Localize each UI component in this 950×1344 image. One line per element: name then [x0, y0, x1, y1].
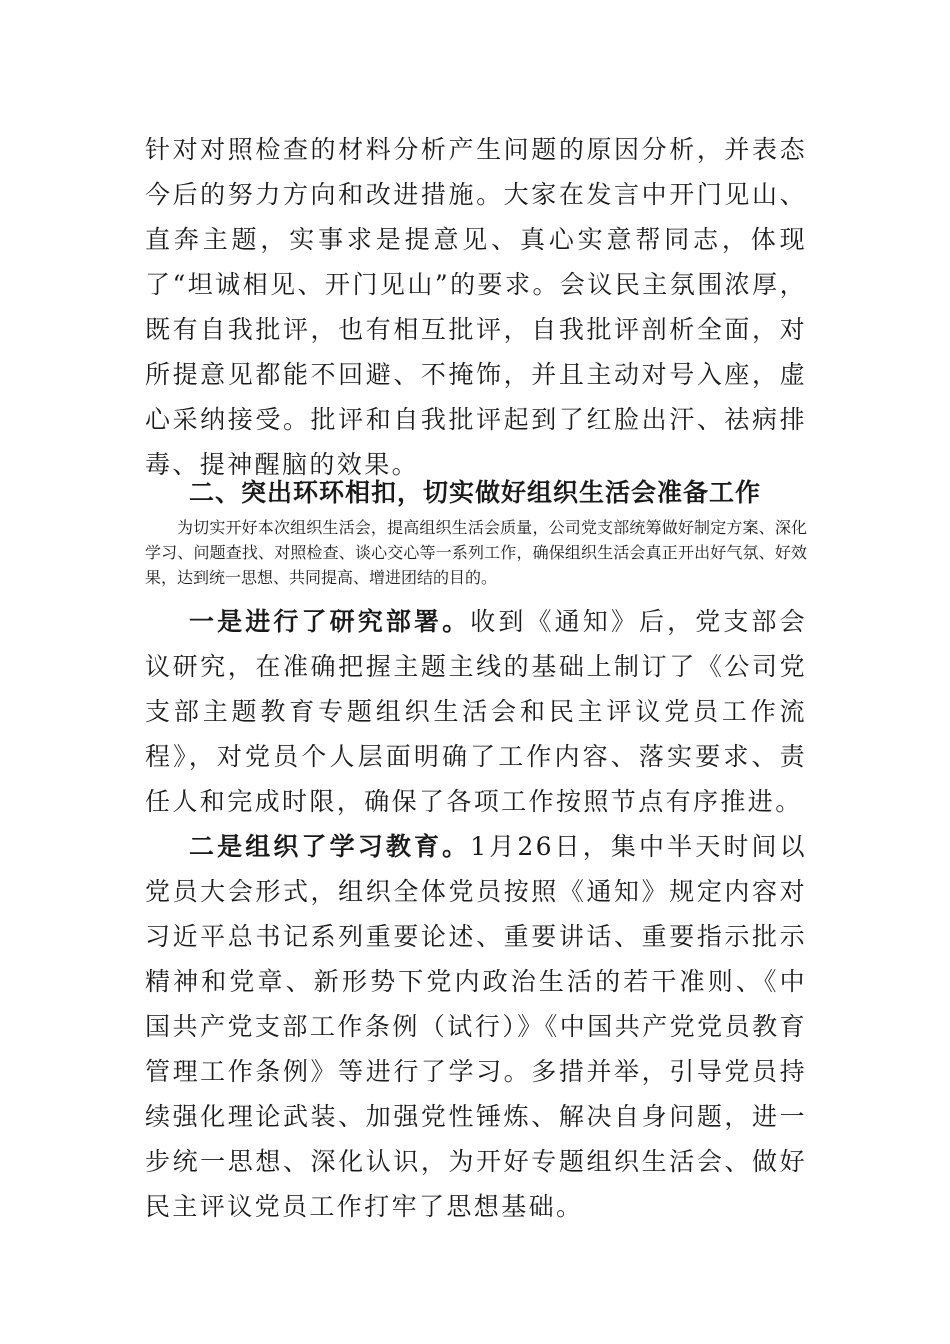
- paragraph-effect-summary: 针对对照检查的材料分析产生问题的原因分析，并表态今后的努力方向和改进措施。大家在发言中开门见山、直奔主题，实事求是提意见、真心实意帮同志，体现了“坦诚相见、开门见山”的要求。会议民主氛围浓厚，既有自我批评，也有相互批评，自我批评剖析全面，对所提意见都能不回避、不掩饰，并且主动对号入座，虚心采纳接受。批评和自我批评起到了红脸出汗、祛病排毒、提神醒脑的效果。: [145, 135, 807, 479]
- paragraph-study-education-body: 1月26日，集中半天时间以党员大会形式，组织全体党员按照《通知》规定内容对习近平总书记系列重要论述、重要讲话、重要指示批示精神和党章、新形势下党内政治生活的若干准则、《中国共产党支部工作条例（试行）》《中国共产党党员教育管理工作条例》等进行了学习。多措并举，引导党员持续强化理论武装、加强党性锤炼、解决自身问题，进一步统一思想、深化认识，为开好专题组织生活会、做好民主评议党员工作打牢了思想基础。: [145, 832, 807, 1221]
- paragraph-research-deployment-lead: 一是进行了研究部署。: [189, 607, 471, 636]
- paragraph-study-education: [145, 824, 807, 1229]
- section-heading-2: 二、突出环环相扣，切实做好组织生活会准备工作: [189, 478, 762, 507]
- paragraph-research-deployment-body: 收到《通知》后，党支部会议研究，在准确把握主题主线的基础上制订了《公司党支部主题教育专题组织生活会和民主评议党员工作流程》，对党员个人层面明确了工作内容、落实要求、责任人和完成时限，确保了各项工作按照节点有序推进。: [145, 607, 807, 816]
- paragraph-preparation-intro: 为切实开好本次组织生活会，提高组织生活会质量，公司党支部统筹做好制定方案、深化学习、问题查找、对照检查、谈心交心等一系列工作，确保组织生活会真正开出好气氛、好效果，达到统一思想、共同提高、增进团结的目的。: [145, 518, 807, 587]
- paragraph-study-education-lead: 二是组织了学习教育。: [189, 832, 471, 861]
- paragraph-research-deployment: [145, 599, 807, 824]
